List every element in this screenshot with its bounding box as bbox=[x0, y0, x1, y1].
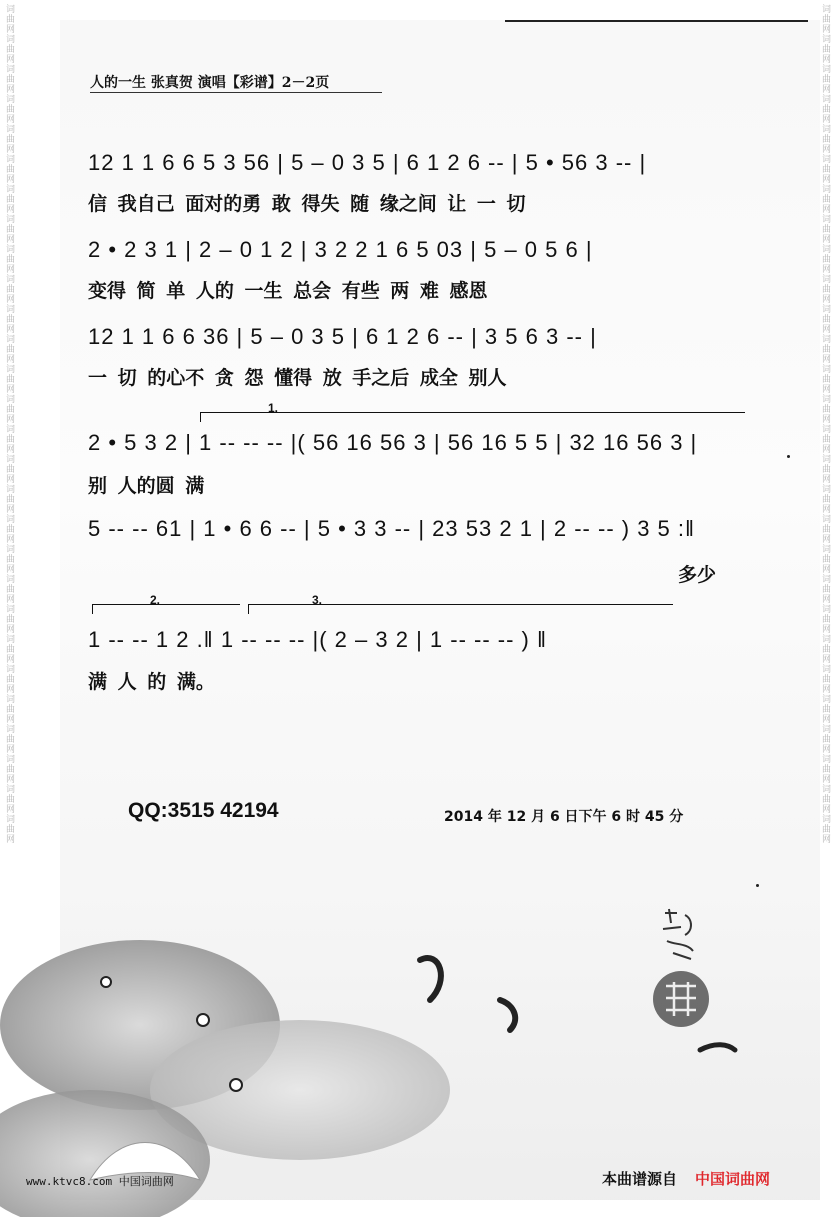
fish-stroke bbox=[500, 1000, 515, 1030]
speck-dot bbox=[756, 884, 759, 887]
footer-brand: 中国词曲网 bbox=[695, 1170, 771, 1188]
signature-strokes bbox=[663, 909, 693, 959]
volta-bracket-1 bbox=[200, 401, 745, 420]
volta-bracket-2 bbox=[92, 593, 240, 612]
notation-line-3: 12 1 1 6 6 36 | 5 – 0 3 5 | 6 1 2 6 -- | 3 5 6 3 -- | bbox=[88, 324, 597, 349]
fish-stroke bbox=[700, 1045, 735, 1050]
lyrics-line-3: 一 切 的心不 贪 怨 懂得 放 手之后 成全 别人 bbox=[88, 367, 507, 389]
lyrics-line-6: 满 人 的 满。 bbox=[88, 671, 215, 693]
notation-line-6: 1 -- -- 1 2 .‖ 1 -- -- -- |( 2 – 3 2 | 1 -- -- -- ) ‖ bbox=[88, 627, 548, 652]
volta-label-1: 1. bbox=[268, 401, 279, 415]
notation-line-5: 5 -- -- 61 | 1 • 6 6 -- | 5 • 3 3 -- | 23 53 2 1 | 2 -- -- ) 3 5 :‖ bbox=[88, 516, 696, 541]
header-underline bbox=[90, 92, 382, 93]
lyrics-line-2: 变得 简 单 人的 一生 总会 有些 两 难 感恩 bbox=[88, 280, 488, 302]
notation-line-2: 2 • 2 3 1 | 2 – 0 1 2 | 3 2 2 1 6 5 03 | 5 – 0 5 6 | bbox=[88, 237, 593, 262]
top-rule bbox=[505, 20, 808, 22]
notation-line-4: 2 • 5 3 2 | 1 -- -- -- |( 56 16 56 3 | 56 16 5 5 | 32 16 56 3 | bbox=[88, 430, 698, 455]
volta-bracket-3 bbox=[248, 593, 673, 612]
timestamp: 2014 年 12 月 6 日下午 6 时 45 分 bbox=[444, 809, 684, 825]
lyrics-line-1: 信 我自己 面对的勇 敢 得失 随 缘之间 让 一 切 bbox=[88, 193, 526, 215]
seal-glyph bbox=[666, 982, 696, 1016]
lyrics-line-5: 多少 bbox=[678, 564, 717, 586]
volta-hook bbox=[92, 604, 93, 614]
notation-line-1: 12 1 1 6 6 5 3 56 | 5 – 0 3 5 | 6 1 2 6 -- | 5 • 56 3 -- | bbox=[88, 150, 647, 175]
footer-source-label: 本曲谱源自 bbox=[602, 1170, 678, 1188]
volta-hook bbox=[200, 412, 201, 422]
volta-line bbox=[92, 604, 240, 605]
footer-source bbox=[602, 1168, 770, 1189]
speck-dot bbox=[787, 455, 790, 458]
signature-calligraphy bbox=[655, 905, 705, 965]
lyrics-line-4: 别 人的圆 满 bbox=[88, 475, 205, 497]
qq-contact: QQ:3515 42194 bbox=[128, 799, 279, 822]
footer-site-url: www.ktvc8.com 中国词曲网 bbox=[26, 1175, 174, 1188]
page-header bbox=[90, 72, 329, 92]
volta-line bbox=[200, 412, 745, 413]
leaf-spot bbox=[230, 1079, 242, 1091]
watermark-text: 词曲网词曲网词曲网词曲网词曲网词曲网词曲网词曲网词曲网词曲网词曲网词曲网词曲网词曲网词曲网词曲网词曲网词曲网词曲网词曲网词曲网词曲网词曲网词曲网词曲网词曲网词曲网词曲网 bbox=[820, 4, 830, 844]
volta-label-3: 3. bbox=[312, 593, 323, 607]
red-seal-stamp bbox=[650, 968, 712, 1030]
leaf-spot bbox=[101, 977, 111, 987]
watermark-text: 词曲网词曲网词曲网词曲网词曲网词曲网词曲网词曲网词曲网词曲网词曲网词曲网词曲网词曲网词曲网词曲网词曲网词曲网词曲网词曲网词曲网词曲网词曲网词曲网词曲网词曲网词曲网词曲网 bbox=[4, 4, 14, 844]
leaf-spot bbox=[197, 1014, 209, 1026]
page-title: 人的一生 张真贺 演唱【彩谱】2－2页 bbox=[90, 75, 330, 91]
fish-stroke bbox=[420, 958, 441, 1000]
volta-label-2: 2. bbox=[150, 593, 161, 607]
volta-hook bbox=[248, 604, 249, 614]
